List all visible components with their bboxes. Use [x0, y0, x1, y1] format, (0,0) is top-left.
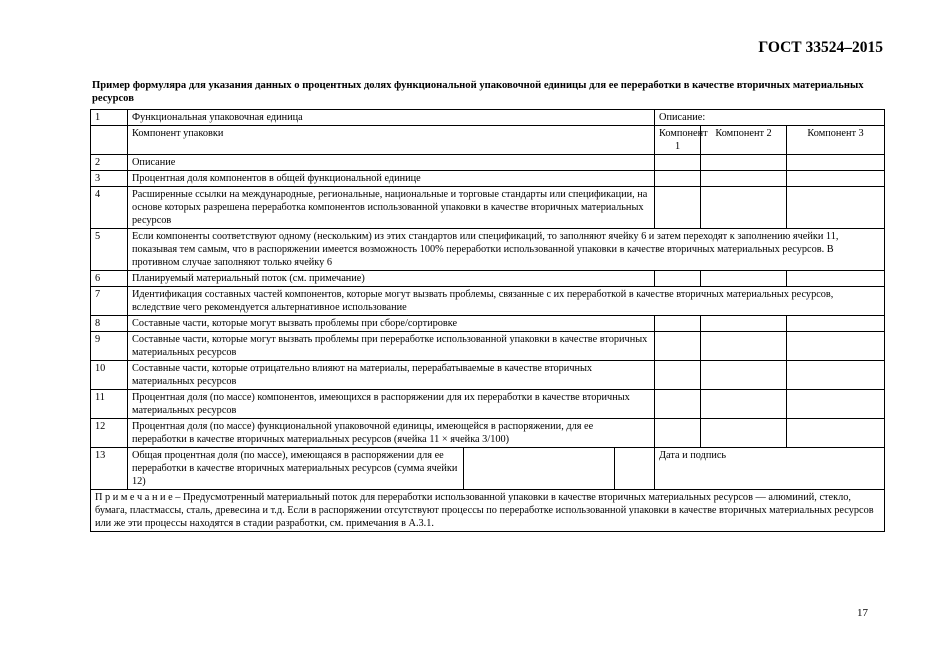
standard-code: ГОСТ 33524–2015: [758, 39, 883, 56]
row-text: Описание: [128, 155, 655, 171]
table-row: [91, 448, 885, 490]
row-text: Планируемый материальный поток (см. примечание): [128, 271, 655, 287]
component-header-3: Компонент 3: [787, 126, 885, 155]
component-cell: [787, 171, 885, 187]
row-number: 3: [91, 171, 128, 187]
row-number: 8: [91, 316, 128, 332]
table-row: [91, 490, 885, 532]
component-cell: [787, 271, 885, 287]
row-number: 12: [91, 419, 128, 448]
component-cell: [655, 390, 701, 419]
row-text: Процентная доля (по массе) компонентов, имеющихся в распоряжении для их переработки в качестве вторичных материальных ресурсов: [128, 390, 655, 419]
row-number: 11: [91, 390, 128, 419]
row-number: 9: [91, 332, 128, 361]
table-row: [91, 110, 885, 126]
empty-cell: [615, 448, 655, 490]
row-number: 13: [91, 448, 128, 490]
component-header-1: Компонент 1: [655, 126, 701, 155]
page-number: 17: [857, 607, 868, 619]
row-text: Процентная доля (по массе) функциональной упаковочной единицы, имеющейся в распоряжении, для ее переработки в качестве вторичных материальных ресурсов (ячейка 11 × ячейка 3/100): [128, 419, 655, 448]
row-number: 7: [91, 287, 128, 316]
table-row: [91, 419, 885, 448]
component-cell: [655, 361, 701, 390]
table-row: [91, 287, 885, 316]
row-number: 10: [91, 361, 128, 390]
row-text: Расширенные ссылки на международные, региональные, национальные и торговые стандарты или спецификации, на основе которых разрешена переработка компонентов использованной упаковки в качестве вторичных материальных ресурсов: [128, 187, 655, 229]
component-cell: [655, 171, 701, 187]
component-cell: [701, 316, 787, 332]
row-text: Составные части, которые могут вызвать проблемы при сборе/сортировке: [128, 316, 655, 332]
table-row: [91, 126, 885, 155]
table-row: [91, 332, 885, 361]
component-cell: [787, 187, 885, 229]
row-text: Идентификация составных частей компонентов, которые могут вызвать проблемы, связанные с их переработкой в качестве вторичных материальных ресурсов, вследствие чего рекомендуется альтернативное использование: [128, 287, 885, 316]
component-cell: [655, 316, 701, 332]
row-text: Если компоненты соответствуют одному (нескольким) из этих стандартов или спецификаций, то заполняют ячейку 6 и затем переходят к заполнению ячейки 11, показывая тем самым, что в распоряжении имеется возможность 100% переработки использованной упаковки в качестве вторичных материальных ресурсов. В противном случае заполняют только ячейку 6: [128, 229, 885, 271]
row-text: Составные части, которые могут вызвать проблемы при переработке использованной упаковки в качестве вторичных материальных ресурсов: [128, 332, 655, 361]
table-row: [91, 187, 885, 229]
component-cell: [655, 155, 701, 171]
total-value-cell: [464, 448, 615, 490]
row-text: Общая процентная доля (по массе), имеющаяся в распоряжении для ее переработки в качестве вторичных материальных ресурсов (сумма ячейки 12): [128, 448, 464, 490]
row-text: Составные части, которые отрицательно влияют на материалы, перерабатываемые в качестве вторичных материальных ресурсов: [128, 361, 655, 390]
component-cell: [701, 155, 787, 171]
row-label: Функциональная упаковочная единица: [128, 110, 655, 126]
table-row: [91, 271, 885, 287]
form-table: [90, 109, 885, 532]
empty-cell: [91, 126, 128, 155]
table-row: [91, 316, 885, 332]
component-cell: [787, 332, 885, 361]
component-cell: [787, 155, 885, 171]
component-cell: [701, 419, 787, 448]
row-number: 2: [91, 155, 128, 171]
component-cell: [701, 271, 787, 287]
component-cell: [787, 390, 885, 419]
component-label: Компонент упаковки: [128, 126, 655, 155]
row-number: 1: [91, 110, 128, 126]
table-row: [91, 171, 885, 187]
table-note: П р и м е ч а н и е – Предусмотренный материальный поток для переработки использованной упаковки в качестве вторичных материальных ресурсов — алюминий, стекло, бумага, пластмассы, сталь, древесина и т.д. Если в распоряжении отсутствуют процессы по переработке использованной упаковки в качестве вторичных материальных ресурсов или же эти процессы находятся в стадии разработки, см. примечания в А.3.1.: [91, 490, 885, 532]
row-number: 6: [91, 271, 128, 287]
component-cell: [701, 187, 787, 229]
component-header-2: Компонент 2: [701, 126, 787, 155]
table-row: [91, 361, 885, 390]
component-cell: [787, 419, 885, 448]
component-cell: [787, 316, 885, 332]
description-label: Описание:: [655, 110, 885, 126]
row-text: Процентная доля компонентов в общей функциональной единице: [128, 171, 655, 187]
component-cell: [655, 332, 701, 361]
table-row: [91, 155, 885, 171]
table-row: [91, 229, 885, 271]
row-number: 5: [91, 229, 128, 271]
component-cell: [655, 187, 701, 229]
signature-label: Дата и подпись: [655, 448, 885, 490]
component-cell: [701, 361, 787, 390]
component-cell: [701, 390, 787, 419]
component-cell: [701, 171, 787, 187]
table-row: [91, 390, 885, 419]
component-cell: [655, 419, 701, 448]
form-title: Пример формуляра для указания данных о процентных долях функциональной упаковочной единицы для ее переработки в качестве вторичных материальных ресурсов: [92, 80, 864, 104]
row-number: 4: [91, 187, 128, 229]
component-cell: [701, 332, 787, 361]
component-cell: [655, 271, 701, 287]
component-cell: [787, 361, 885, 390]
